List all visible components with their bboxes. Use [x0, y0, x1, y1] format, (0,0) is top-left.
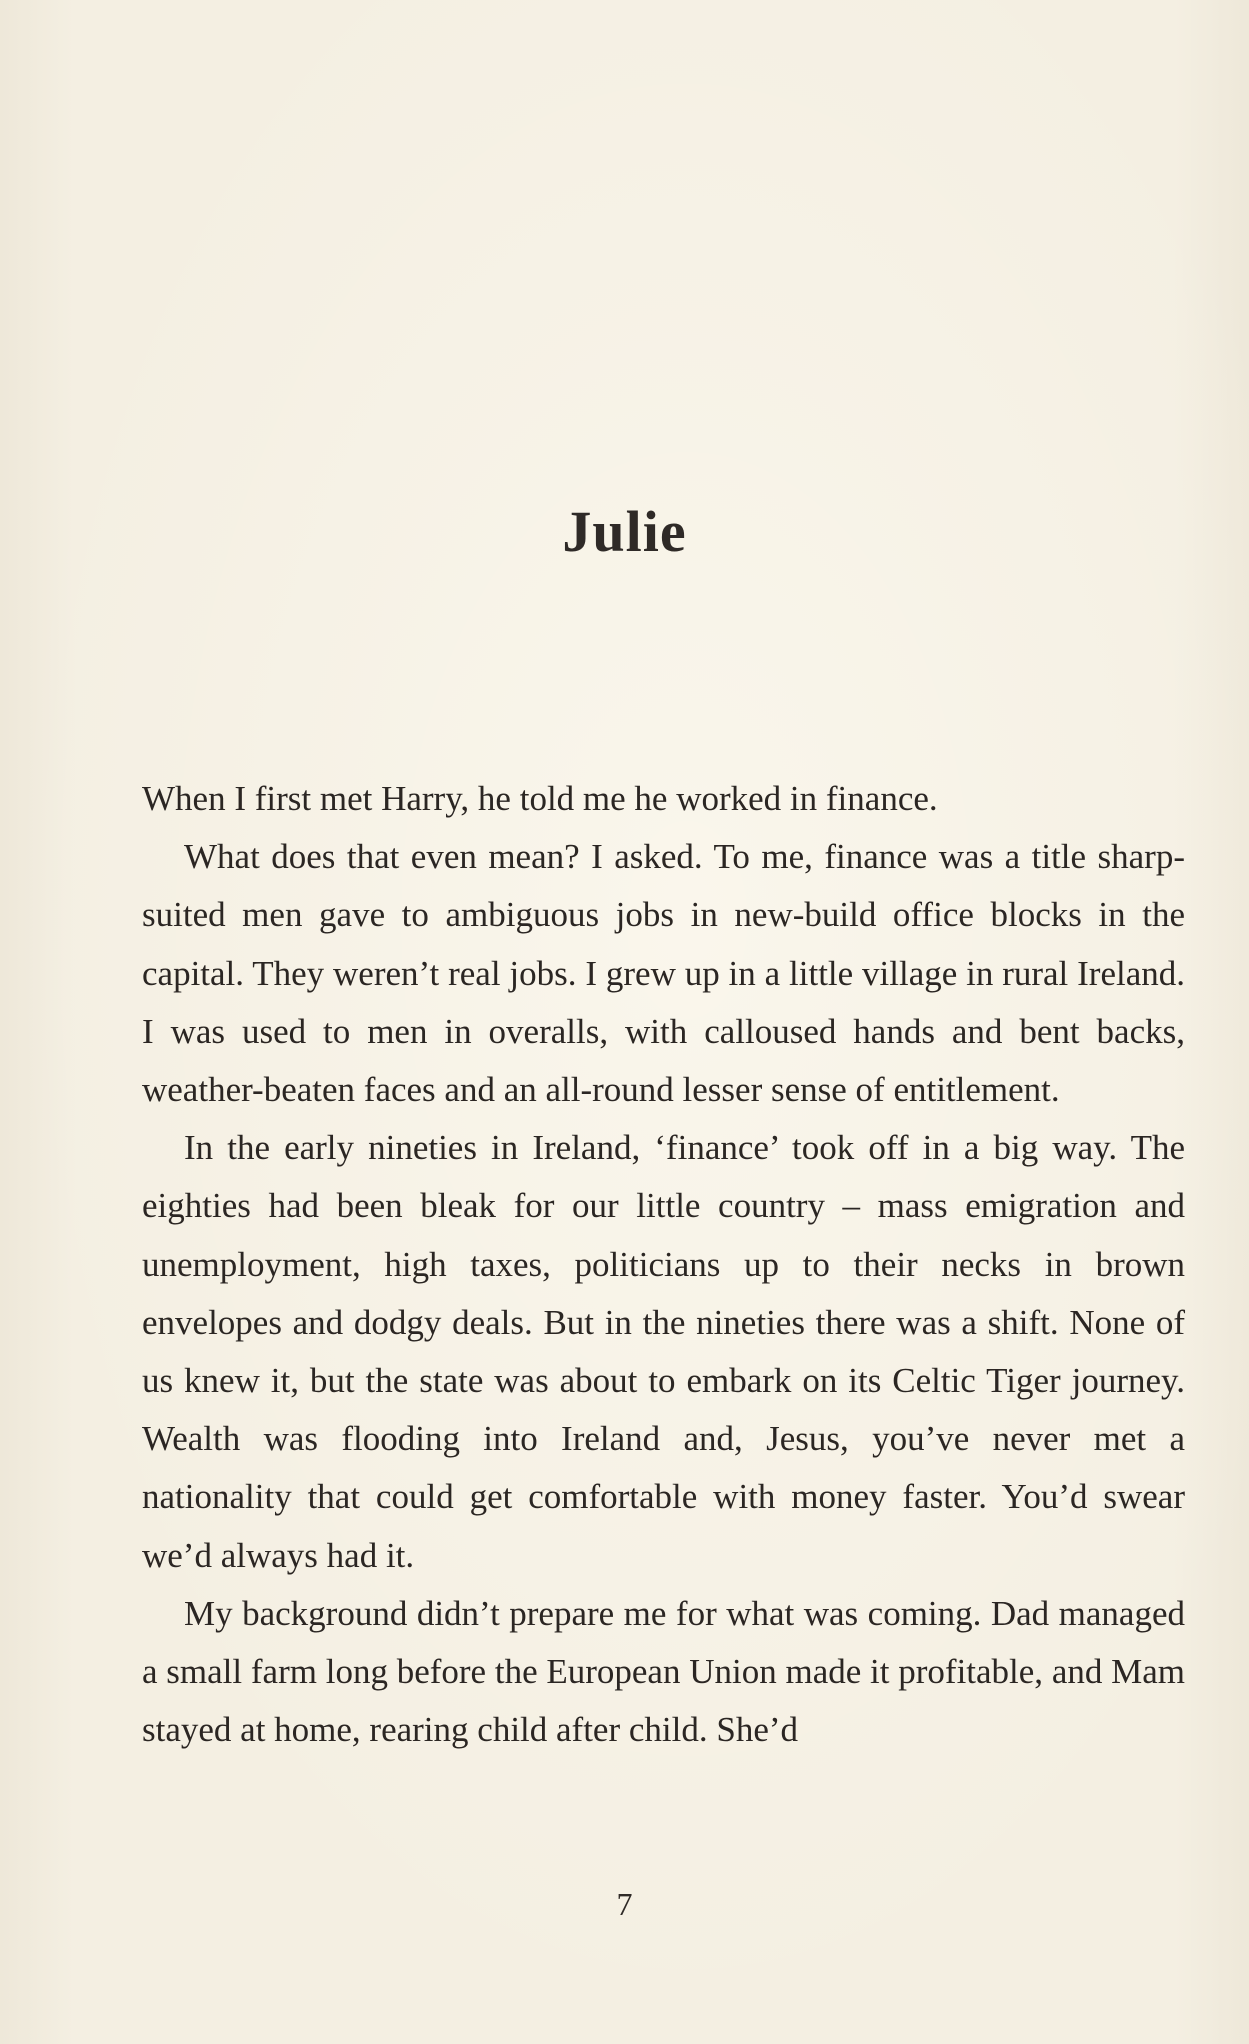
chapter-title: Julie [562, 498, 687, 564]
body-text [142, 770, 1185, 1759]
paragraph: What does that even mean? I asked. To me, finance was a title sharp-suited men gave to ambiguous jobs in new-build office blocks in the capital. They weren’t real jobs. I grew up in a little village in rural Ireland. I was used to men in overalls, with calloused hands and bent backs, weather-beaten faces and an all-round lesser sense of entitlement. [142, 837, 1185, 1110]
paragraph: My background didn’t prepare me for what was coming. Dad managed a small farm long before the European Union made it profitable, and Mam stayed at home, rearing child after child. She’d [142, 1593, 1185, 1750]
paragraph: When I first met Harry, he told me he worked in finance. [142, 779, 938, 818]
paragraph: In the early nineties in Ireland, ‘finance’ took off in a big way. The eighties had been bleak for our little country – mass emigration and unemployment, high taxes, politicians up to their necks in brown envelopes and dodgy deals. But in the nineties there was a shift. None of us knew it, but the state was about to embark on its Celtic Tiger journey. Wealth was flooding into Ireland and, Jesus, you’ve never met a nationality that could get comfortable with money faster. You’d swear we’d always had it. [142, 1128, 1185, 1575]
page-number: 7 [616, 1886, 633, 1922]
